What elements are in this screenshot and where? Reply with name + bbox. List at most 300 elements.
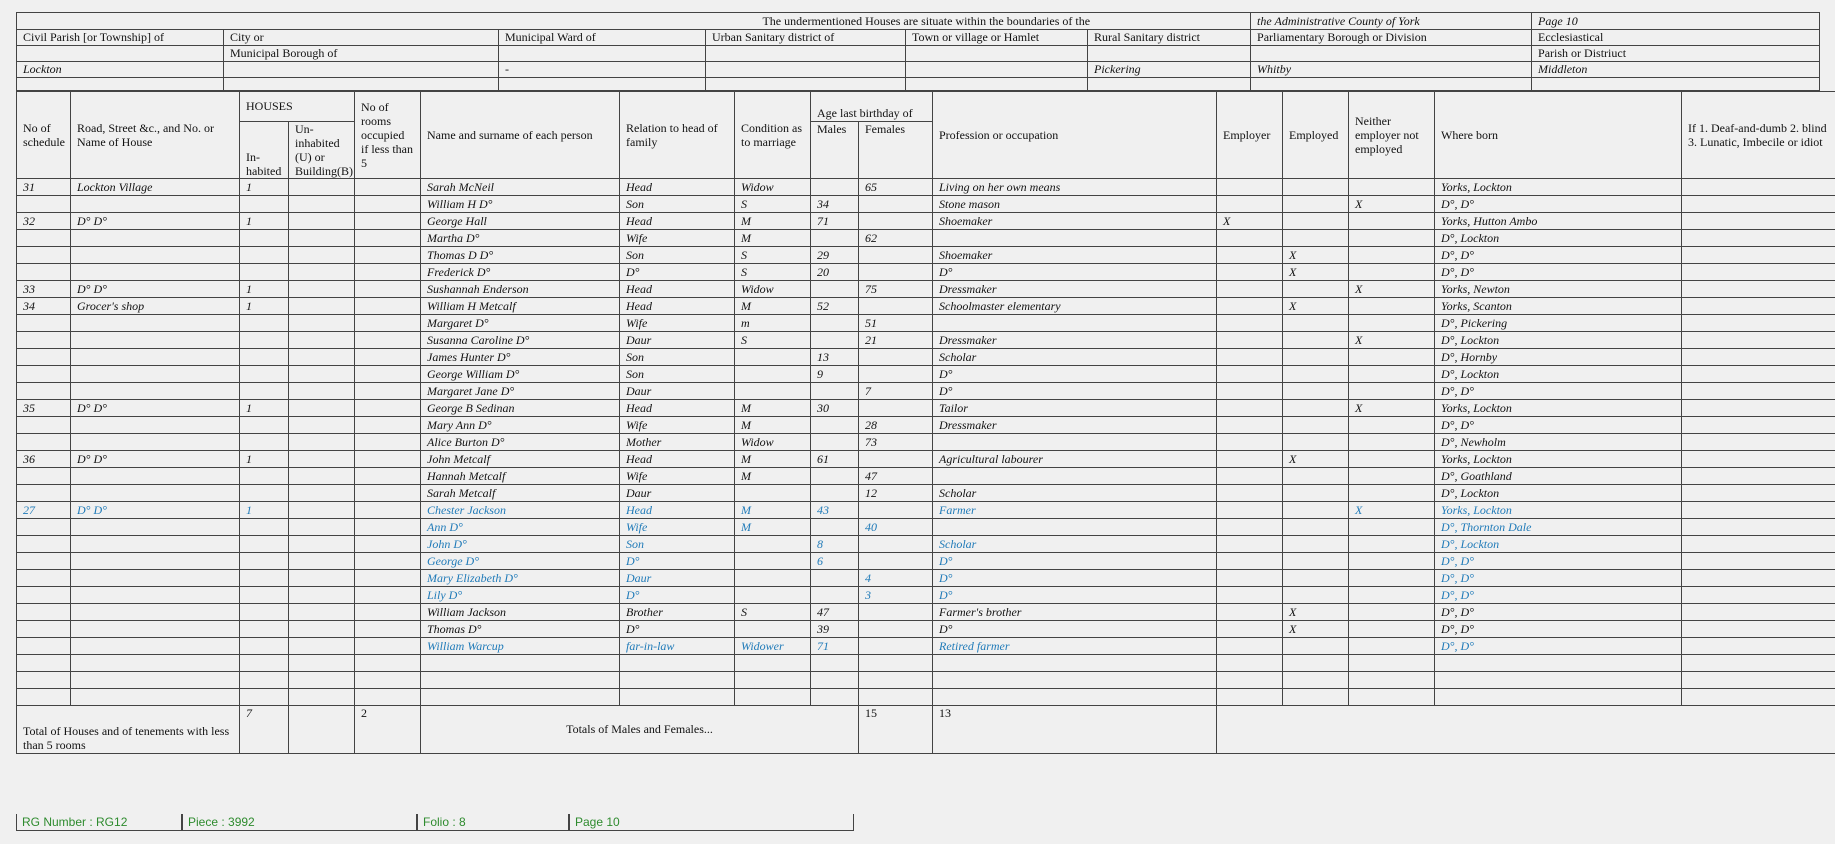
name-cell: Susanna Caroline D° bbox=[421, 332, 620, 349]
total-houses-label: Total of Houses and of tenements with less than 5 rooms bbox=[17, 706, 240, 754]
table-row bbox=[17, 230, 1835, 247]
employer-cell bbox=[1217, 570, 1283, 587]
col-schedule: No of schedule bbox=[17, 92, 71, 179]
males-cell bbox=[811, 179, 859, 196]
employer-cell bbox=[1217, 672, 1283, 689]
if-cell bbox=[1682, 485, 1835, 502]
ecclesiastical-value: Middleton bbox=[1532, 62, 1820, 78]
occupation-cell bbox=[933, 655, 1217, 672]
if-cell bbox=[1682, 332, 1835, 349]
inhabited-cell: 1 bbox=[240, 400, 289, 417]
col-females: Females bbox=[859, 122, 933, 179]
rooms-cell bbox=[355, 298, 421, 315]
employed-cell bbox=[1283, 230, 1349, 247]
occupation-cell: Stone mason bbox=[933, 196, 1217, 213]
uninhabited-cell bbox=[289, 587, 355, 604]
born-cell bbox=[1435, 672, 1682, 689]
name-cell: Sarah Metcalf bbox=[421, 485, 620, 502]
col-occupation: Profession or occupation bbox=[933, 92, 1217, 179]
born-cell: D°, Lockton bbox=[1435, 366, 1682, 383]
occupation-cell: Shoemaker bbox=[933, 247, 1217, 264]
schedule-cell bbox=[17, 383, 71, 400]
occupation-cell: Shoemaker bbox=[933, 213, 1217, 230]
born-cell: D°, Lockton bbox=[1435, 230, 1682, 247]
table-row bbox=[17, 570, 1835, 587]
inhabited-cell bbox=[240, 689, 289, 706]
uninhabited-cell bbox=[289, 536, 355, 553]
condition-cell bbox=[735, 553, 811, 570]
relation-cell: Wife bbox=[620, 315, 735, 332]
table-row bbox=[17, 672, 1835, 689]
employer-cell bbox=[1217, 247, 1283, 264]
road-cell bbox=[71, 434, 240, 451]
uninhabited-cell bbox=[289, 434, 355, 451]
if-cell bbox=[1682, 468, 1835, 485]
relation-cell: Son bbox=[620, 247, 735, 264]
schedule-cell bbox=[17, 264, 71, 281]
relation-cell bbox=[620, 689, 735, 706]
name-cell: William Jackson bbox=[421, 604, 620, 621]
table-row bbox=[17, 383, 1835, 400]
born-cell: D°, D° bbox=[1435, 417, 1682, 434]
table-row bbox=[17, 349, 1835, 366]
born-cell: D°, Thornton Dale bbox=[1435, 519, 1682, 536]
females-cell: 4 bbox=[859, 570, 933, 587]
name-cell: George B Sedinan bbox=[421, 400, 620, 417]
condition-cell: M bbox=[735, 519, 811, 536]
table-row bbox=[17, 451, 1835, 468]
occupation-cell: Farmer's brother bbox=[933, 604, 1217, 621]
schedule-cell bbox=[17, 417, 71, 434]
neither-cell bbox=[1349, 451, 1435, 468]
neither-cell bbox=[1349, 247, 1435, 264]
rooms-cell bbox=[355, 468, 421, 485]
rooms-cell bbox=[355, 247, 421, 264]
females-cell bbox=[859, 536, 933, 553]
employed-cell bbox=[1283, 553, 1349, 570]
schedule-cell: 35 bbox=[17, 400, 71, 417]
females-cell: 3 bbox=[859, 587, 933, 604]
total-inhabited: 7 bbox=[240, 706, 289, 754]
born-cell bbox=[1435, 655, 1682, 672]
if-cell bbox=[1682, 655, 1835, 672]
schedule-cell bbox=[17, 536, 71, 553]
relation-cell: Daur bbox=[620, 383, 735, 400]
occupation-cell bbox=[933, 689, 1217, 706]
condition-cell bbox=[735, 383, 811, 400]
neither-cell bbox=[1349, 553, 1435, 570]
inhabited-cell: 1 bbox=[240, 451, 289, 468]
relation-cell: far-in-law bbox=[620, 638, 735, 655]
males-cell bbox=[811, 230, 859, 247]
name-cell bbox=[421, 655, 620, 672]
females-cell: 28 bbox=[859, 417, 933, 434]
employed-cell bbox=[1283, 315, 1349, 332]
table-row bbox=[17, 298, 1835, 315]
inhabited-cell bbox=[240, 587, 289, 604]
inhabited-cell bbox=[240, 672, 289, 689]
table-row bbox=[17, 366, 1835, 383]
road-cell: D° D° bbox=[71, 451, 240, 468]
females-cell bbox=[859, 349, 933, 366]
rooms-cell bbox=[355, 638, 421, 655]
employed-cell bbox=[1283, 400, 1349, 417]
col-road: Road, Street &c., and No. or Name of House bbox=[71, 92, 240, 179]
born-cell: Yorks, Newton bbox=[1435, 281, 1682, 298]
road-cell bbox=[71, 247, 240, 264]
uninhabited-cell bbox=[289, 468, 355, 485]
born-cell: D°, Newholm bbox=[1435, 434, 1682, 451]
males-cell: 61 bbox=[811, 451, 859, 468]
neither-cell bbox=[1349, 366, 1435, 383]
born-cell: D°, Pickering bbox=[1435, 315, 1682, 332]
males-cell bbox=[811, 485, 859, 502]
schedule-cell bbox=[17, 672, 71, 689]
schedule-cell bbox=[17, 196, 71, 213]
road-cell: D° D° bbox=[71, 281, 240, 298]
occupation-cell: Retired farmer bbox=[933, 638, 1217, 655]
condition-cell: Widow bbox=[735, 434, 811, 451]
employer-cell bbox=[1217, 502, 1283, 519]
relation-cell: Wife bbox=[620, 519, 735, 536]
name-cell: John D° bbox=[421, 536, 620, 553]
uninhabited-cell bbox=[289, 672, 355, 689]
schedule-cell: 27 bbox=[17, 502, 71, 519]
employed-cell bbox=[1283, 434, 1349, 451]
condition-cell: M bbox=[735, 451, 811, 468]
rooms-cell bbox=[355, 264, 421, 281]
name-cell: Mary Ann D° bbox=[421, 417, 620, 434]
employed-cell bbox=[1283, 502, 1349, 519]
relation-cell: Mother bbox=[620, 434, 735, 451]
name-cell: Mary Elizabeth D° bbox=[421, 570, 620, 587]
uninhabited-cell bbox=[289, 247, 355, 264]
road-cell bbox=[71, 536, 240, 553]
name-cell: Frederick D° bbox=[421, 264, 620, 281]
road-cell bbox=[71, 621, 240, 638]
born-cell: Yorks, Hutton Ambo bbox=[1435, 213, 1682, 230]
neither-cell: X bbox=[1349, 400, 1435, 417]
col-if: If 1. Deaf-and-dumb 2. blind 3. Lunatic, Imbecile or idiot bbox=[1682, 92, 1835, 179]
inhabited-cell: 1 bbox=[240, 298, 289, 315]
footer-page: Page 10 bbox=[569, 814, 854, 831]
born-cell: D°, D° bbox=[1435, 621, 1682, 638]
table-row bbox=[17, 485, 1835, 502]
name-cell: William H D° bbox=[421, 196, 620, 213]
schedule-cell bbox=[17, 655, 71, 672]
road-cell: Lockton Village bbox=[71, 179, 240, 196]
condition-cell bbox=[735, 689, 811, 706]
rooms-cell bbox=[355, 434, 421, 451]
road-cell bbox=[71, 468, 240, 485]
schedule-cell bbox=[17, 689, 71, 706]
employer-cell bbox=[1217, 553, 1283, 570]
road-cell bbox=[71, 417, 240, 434]
occupation-cell: D° bbox=[933, 570, 1217, 587]
folio-number: Folio : 8 bbox=[417, 814, 569, 831]
occupation-cell bbox=[933, 672, 1217, 689]
females-cell: 12 bbox=[859, 485, 933, 502]
females-cell bbox=[859, 451, 933, 468]
road-cell bbox=[71, 604, 240, 621]
males-cell bbox=[811, 434, 859, 451]
born-cell: D°, Lockton bbox=[1435, 332, 1682, 349]
males-cell: 8 bbox=[811, 536, 859, 553]
neither-cell bbox=[1349, 638, 1435, 655]
employer-cell bbox=[1217, 264, 1283, 281]
rooms-cell bbox=[355, 349, 421, 366]
uninhabited-cell bbox=[289, 570, 355, 587]
relation-cell: Wife bbox=[620, 468, 735, 485]
relation-cell: D° bbox=[620, 621, 735, 638]
if-cell bbox=[1682, 196, 1835, 213]
occupation-cell bbox=[933, 468, 1217, 485]
inhabited-cell bbox=[240, 332, 289, 349]
occupation-cell bbox=[933, 230, 1217, 247]
males-cell: 47 bbox=[811, 604, 859, 621]
table-row bbox=[17, 502, 1835, 519]
females-cell: 73 bbox=[859, 434, 933, 451]
totals-mf-label: Totals of Males and Females... bbox=[421, 706, 859, 754]
condition-cell: Widower bbox=[735, 638, 811, 655]
inhabited-cell: 1 bbox=[240, 502, 289, 519]
municipal-borough-label: Municipal Borough of bbox=[224, 46, 499, 62]
employer-cell bbox=[1217, 281, 1283, 298]
occupation-cell: Tailor bbox=[933, 400, 1217, 417]
males-cell: 9 bbox=[811, 366, 859, 383]
rooms-cell bbox=[355, 332, 421, 349]
road-cell bbox=[71, 366, 240, 383]
municipal-ward-label: Municipal Ward of bbox=[499, 30, 706, 46]
uninhabited-cell bbox=[289, 502, 355, 519]
inhabited-cell bbox=[240, 468, 289, 485]
females-cell bbox=[859, 621, 933, 638]
employed-cell bbox=[1283, 485, 1349, 502]
name-cell: William H Metcalf bbox=[421, 298, 620, 315]
males-cell: 13 bbox=[811, 349, 859, 366]
col-name: Name and surname of each person bbox=[421, 92, 620, 179]
table-row bbox=[17, 655, 1835, 672]
if-cell bbox=[1682, 621, 1835, 638]
table-row bbox=[17, 179, 1835, 196]
employed-cell bbox=[1283, 417, 1349, 434]
neither-cell bbox=[1349, 536, 1435, 553]
occupation-cell: Scholar bbox=[933, 485, 1217, 502]
males-cell bbox=[811, 332, 859, 349]
employed-cell bbox=[1283, 570, 1349, 587]
if-cell bbox=[1682, 400, 1835, 417]
col-age: Age last birthday of bbox=[811, 92, 933, 122]
total-rooms: 2 bbox=[355, 706, 421, 754]
neither-cell bbox=[1349, 383, 1435, 400]
born-cell: D°, D° bbox=[1435, 604, 1682, 621]
born-cell: Yorks, Lockton bbox=[1435, 400, 1682, 417]
inhabited-cell bbox=[240, 196, 289, 213]
inhabited-cell bbox=[240, 536, 289, 553]
employer-cell bbox=[1217, 332, 1283, 349]
ecclesiastical-label: Ecclesiastical bbox=[1532, 30, 1820, 46]
col-uninhabited: Un- inhabited (U) or Building(B) bbox=[289, 122, 355, 179]
condition-cell: Widow bbox=[735, 179, 811, 196]
rooms-cell bbox=[355, 179, 421, 196]
neither-cell bbox=[1349, 298, 1435, 315]
schedule-cell bbox=[17, 315, 71, 332]
occupation-cell: D° bbox=[933, 366, 1217, 383]
condition-cell: M bbox=[735, 468, 811, 485]
occupation-cell bbox=[933, 315, 1217, 332]
name-cell: James Hunter D° bbox=[421, 349, 620, 366]
born-cell: Yorks, Lockton bbox=[1435, 502, 1682, 519]
employed-cell: X bbox=[1283, 604, 1349, 621]
if-cell bbox=[1682, 179, 1835, 196]
born-cell: D°, D° bbox=[1435, 570, 1682, 587]
condition-cell: S bbox=[735, 196, 811, 213]
employed-cell bbox=[1283, 672, 1349, 689]
name-cell: Thomas D° bbox=[421, 621, 620, 638]
rooms-cell bbox=[355, 281, 421, 298]
schedule-cell: 36 bbox=[17, 451, 71, 468]
males-cell bbox=[811, 689, 859, 706]
born-cell: D°, D° bbox=[1435, 553, 1682, 570]
males-cell: 6 bbox=[811, 553, 859, 570]
road-cell bbox=[71, 315, 240, 332]
name-cell: Thomas D D° bbox=[421, 247, 620, 264]
road-cell bbox=[71, 485, 240, 502]
employed-cell bbox=[1283, 638, 1349, 655]
females-cell bbox=[859, 264, 933, 281]
condition-cell bbox=[735, 485, 811, 502]
rooms-cell bbox=[355, 587, 421, 604]
occupation-cell: Living on her own means bbox=[933, 179, 1217, 196]
if-cell bbox=[1682, 264, 1835, 281]
col-houses: HOUSES bbox=[240, 92, 355, 122]
name-cell: Sushannah Enderson bbox=[421, 281, 620, 298]
uninhabited-cell bbox=[289, 400, 355, 417]
if-cell bbox=[1682, 213, 1835, 230]
schedule-cell bbox=[17, 349, 71, 366]
table-row bbox=[17, 315, 1835, 332]
males-cell bbox=[811, 281, 859, 298]
if-cell bbox=[1682, 230, 1835, 247]
females-cell bbox=[859, 366, 933, 383]
males-cell bbox=[811, 570, 859, 587]
relation-cell: Wife bbox=[620, 230, 735, 247]
uninhabited-cell bbox=[289, 332, 355, 349]
males-cell bbox=[811, 655, 859, 672]
road-cell bbox=[71, 349, 240, 366]
occupation-cell bbox=[933, 434, 1217, 451]
employed-cell: X bbox=[1283, 298, 1349, 315]
employer-cell bbox=[1217, 655, 1283, 672]
condition-cell: S bbox=[735, 264, 811, 281]
table-row bbox=[17, 519, 1835, 536]
road-cell bbox=[71, 519, 240, 536]
inhabited-cell: 1 bbox=[240, 213, 289, 230]
road-cell bbox=[71, 230, 240, 247]
relation-cell: Head bbox=[620, 281, 735, 298]
neither-cell bbox=[1349, 689, 1435, 706]
relation-cell: D° bbox=[620, 264, 735, 281]
neither-cell bbox=[1349, 485, 1435, 502]
page-number: Page 10 bbox=[1532, 13, 1820, 30]
inhabited-cell bbox=[240, 230, 289, 247]
rooms-cell bbox=[355, 621, 421, 638]
employer-cell bbox=[1217, 196, 1283, 213]
males-cell: 43 bbox=[811, 502, 859, 519]
schedule-cell bbox=[17, 638, 71, 655]
table-row bbox=[17, 553, 1835, 570]
uninhabited-cell bbox=[289, 553, 355, 570]
employed-cell bbox=[1283, 587, 1349, 604]
rural-sanitary-value: Pickering bbox=[1088, 62, 1251, 78]
name-cell: John Metcalf bbox=[421, 451, 620, 468]
males-cell bbox=[811, 587, 859, 604]
uninhabited-cell bbox=[289, 230, 355, 247]
neither-cell bbox=[1349, 468, 1435, 485]
females-cell: 65 bbox=[859, 179, 933, 196]
born-cell: D°, D° bbox=[1435, 196, 1682, 213]
schedule-cell bbox=[17, 485, 71, 502]
inhabited-cell bbox=[240, 366, 289, 383]
condition-cell bbox=[735, 366, 811, 383]
uninhabited-cell bbox=[289, 417, 355, 434]
table-row bbox=[17, 536, 1835, 553]
females-cell bbox=[859, 689, 933, 706]
table-row bbox=[17, 281, 1835, 298]
rooms-cell bbox=[355, 400, 421, 417]
females-cell: 21 bbox=[859, 332, 933, 349]
table-row bbox=[17, 587, 1835, 604]
employed-cell: X bbox=[1283, 247, 1349, 264]
born-cell: D°, Lockton bbox=[1435, 485, 1682, 502]
condition-cell: M bbox=[735, 400, 811, 417]
uninhabited-cell bbox=[289, 281, 355, 298]
table-row bbox=[17, 434, 1835, 451]
employer-cell bbox=[1217, 230, 1283, 247]
neither-cell: X bbox=[1349, 196, 1435, 213]
if-cell bbox=[1682, 281, 1835, 298]
table-row bbox=[17, 196, 1835, 213]
males-cell bbox=[811, 672, 859, 689]
employer-cell bbox=[1217, 417, 1283, 434]
if-cell bbox=[1682, 434, 1835, 451]
schedule-cell bbox=[17, 553, 71, 570]
inhabited-cell bbox=[240, 519, 289, 536]
schedule-cell: 34 bbox=[17, 298, 71, 315]
rooms-cell bbox=[355, 502, 421, 519]
females-cell bbox=[859, 298, 933, 315]
born-cell: Yorks, Lockton bbox=[1435, 179, 1682, 196]
relation-cell: Son bbox=[620, 366, 735, 383]
employed-cell bbox=[1283, 179, 1349, 196]
schedule-cell: 31 bbox=[17, 179, 71, 196]
rg-number: RG Number : RG12 bbox=[16, 814, 182, 831]
condition-cell bbox=[735, 587, 811, 604]
road-cell bbox=[71, 655, 240, 672]
occupation-cell: Schoolmaster elementary bbox=[933, 298, 1217, 315]
relation-cell: Son bbox=[620, 349, 735, 366]
condition-cell: Widow bbox=[735, 281, 811, 298]
relation-cell: Son bbox=[620, 536, 735, 553]
if-cell bbox=[1682, 247, 1835, 264]
rooms-cell bbox=[355, 213, 421, 230]
employer-cell bbox=[1217, 587, 1283, 604]
uninhabited-cell bbox=[289, 621, 355, 638]
condition-cell bbox=[735, 672, 811, 689]
name-cell: Martha D° bbox=[421, 230, 620, 247]
inhabited-cell bbox=[240, 485, 289, 502]
census-rows bbox=[17, 179, 1835, 706]
